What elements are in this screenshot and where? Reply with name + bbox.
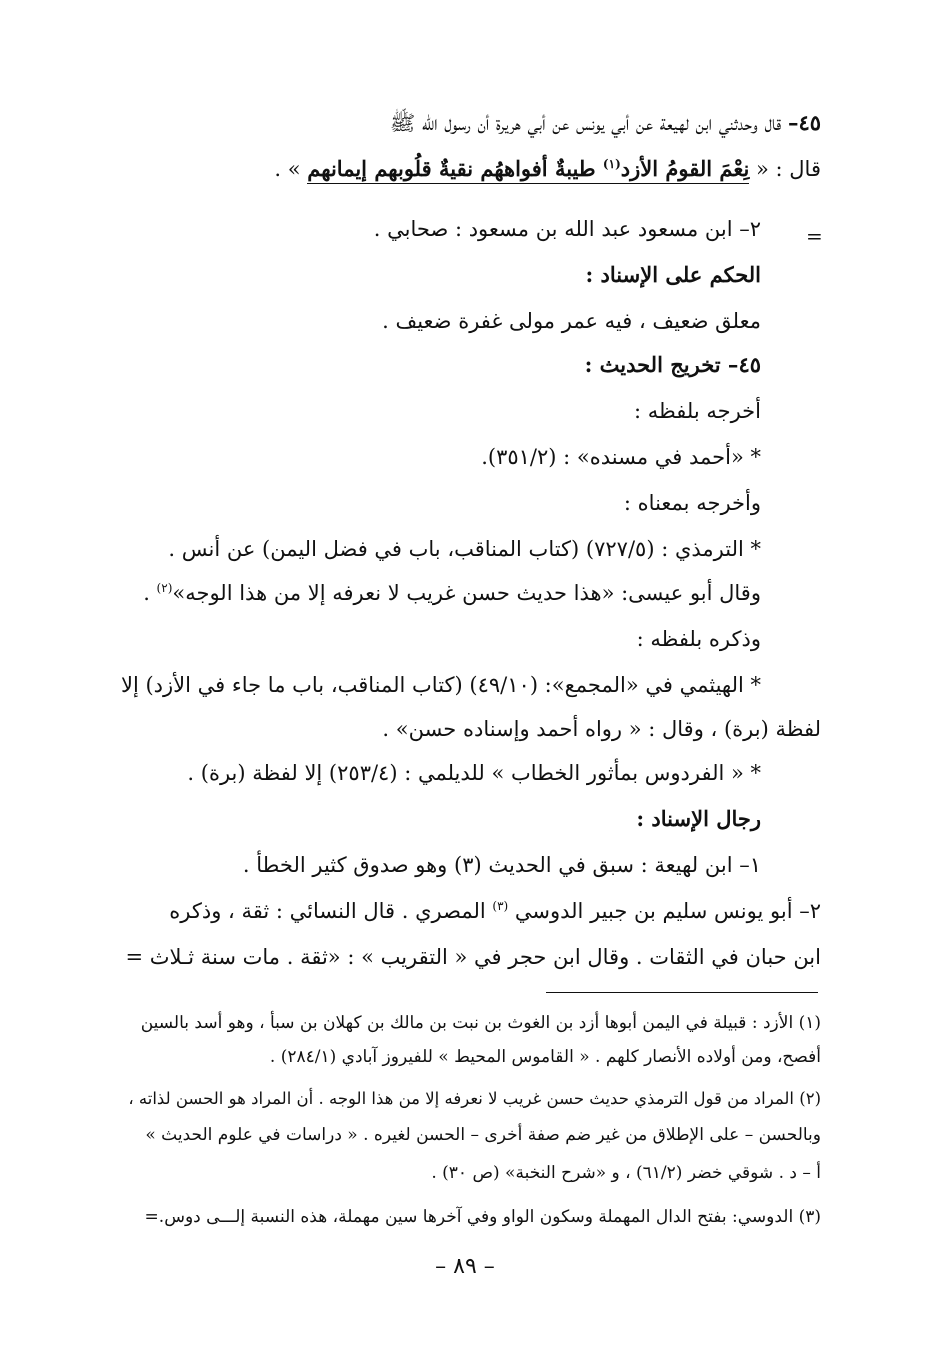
source-haythami-line-1: * الهيثمي في «المجمع»: (٤٩/١٠) (كتاب المناقب، باب ما جاء في الأزد) إلا (121, 673, 761, 697)
footnote-ref-2: (٢) (156, 581, 173, 595)
footnote-3-line-1: (٣) الدوسي: بفتح الدال المهملة وسكون الواو وفي آخرها سين مهملة، هذه النسبة إلـــى دوس.= (144, 1207, 821, 1227)
continuation-mark: = (806, 224, 823, 248)
footnote-ref-1: (١) (602, 157, 621, 171)
page-number: – ٨٩ – (435, 1254, 495, 1279)
footnote-2-line-1: (٢) المراد من قول الترمذي حديث حسن غريب لا نعرفه إلا من هذا الوجه . أن المراد هو الحسن لذاته ، (128, 1089, 821, 1108)
narrator-line: ٢– ابن مسعود عبد الله بن مسعود : صحابي . (373, 217, 761, 241)
footnote-1-line-1: (١) الأزد : قبيلة في اليمن أبوها أزد بن الغوث بن نبت بن مالك بن كهلان بن سبأ ، وهو أسد بالسين (140, 1013, 821, 1033)
heading-ruling: الحكم على الإسناد : (585, 262, 761, 287)
rijal-2-text-a: ٢– أبو يونس سليم بن جبير الدوسي (508, 899, 821, 923)
rijal-1: ١– ابن لهيعة : سبق في الحديث (٣) وهو صدوق كثير الخطأ . (242, 853, 761, 877)
footnote-2-line-2: وبالحسن – على الإطلاق من غير ضم صفة أخرى – الحسن لغيره . « دراسات في علوم الحديث » (145, 1125, 821, 1145)
abu-isa-statement (143, 578, 761, 608)
footnote-1-line-2: أفصح، ومن أولاده الأنصار كلهم . « القاموس المحيط » للفيروز آبادي (٢٨٤/١) . (269, 1047, 821, 1067)
ruling-text: معلق ضعيف ، فيه عمر مولى غفرة ضعيف . (382, 309, 761, 333)
rijal-2 (169, 896, 821, 926)
footnote-separator (546, 992, 818, 993)
hadith-45-line-1 (390, 108, 821, 138)
heading-rijal: رجال الإسناد : (636, 806, 761, 831)
heading-takhrij: ٤٥– تخريج الحديث : (584, 352, 761, 377)
hadith-matn-part-a: نِعْمَ القومُ الأزد (620, 156, 750, 181)
hadith-quote-tail: » . (274, 157, 308, 181)
hadith-45-line-2 (274, 154, 821, 184)
abu-isa-text: وقال أبو عيسى: «هذا حديث حسن غريب لا نعرفه إلا من هذا الوجه» (172, 581, 761, 605)
hadith-number: ٤٥– (787, 110, 821, 135)
rijal-2-continued: ابن حبان في الثقات . وقال ابن حجر في « التقريب » : «ثقة . مات سنة ثـلاث = (125, 945, 821, 969)
hadith-matn (307, 156, 749, 184)
rijal-2-text-b: المصري . قال النسائي : ثقة ، وذكره (169, 899, 493, 923)
source-firdaws: * « الفردوس بمأثور الخطاب » للديلمي : (٢٥٣/٤) إلا لفظة (برة) . (187, 761, 761, 785)
hadith-isnad-text: قال وحدثني ابن لهيعة عن أبي يونس عن أبي هريرة أن رسول الله ﷺ (389, 111, 782, 135)
hadith-quote-lead: قال : « (749, 157, 821, 181)
akhrajahu-bilafzihi: أخرجه بلفظه : (634, 399, 761, 423)
footnote-ref-3: (٣) (492, 899, 509, 913)
hadith-matn-part-b: طيبةٌ أفواههُم نقيةٌ قلُوبهم إيمانهم (307, 156, 603, 181)
source-haythami-line-2: لفظة (برة) ، وقال : « رواه أحمد وإسناده حسن» . (382, 717, 821, 741)
dhakarahu-bilafzihi: وذكره بلفظه : (636, 627, 761, 651)
source-ahmad: * «أحمد في مسنده» : (٣٥١/٢). (481, 445, 761, 469)
abu-isa-tail: . (143, 581, 157, 605)
akhrajahu-bimanah: وأخرجه بمعناه : (623, 491, 761, 515)
source-tirmidhi: * الترمذي : (٧٢٧/٥) (كتاب المناقب، باب في فضل اليمن) عن أنس . (168, 537, 761, 561)
footnote-2-line-3: أ – د . شوقي خضر (٦١/٢) ، و «شرح النخبة» (ص ٣٠) . (431, 1163, 821, 1183)
